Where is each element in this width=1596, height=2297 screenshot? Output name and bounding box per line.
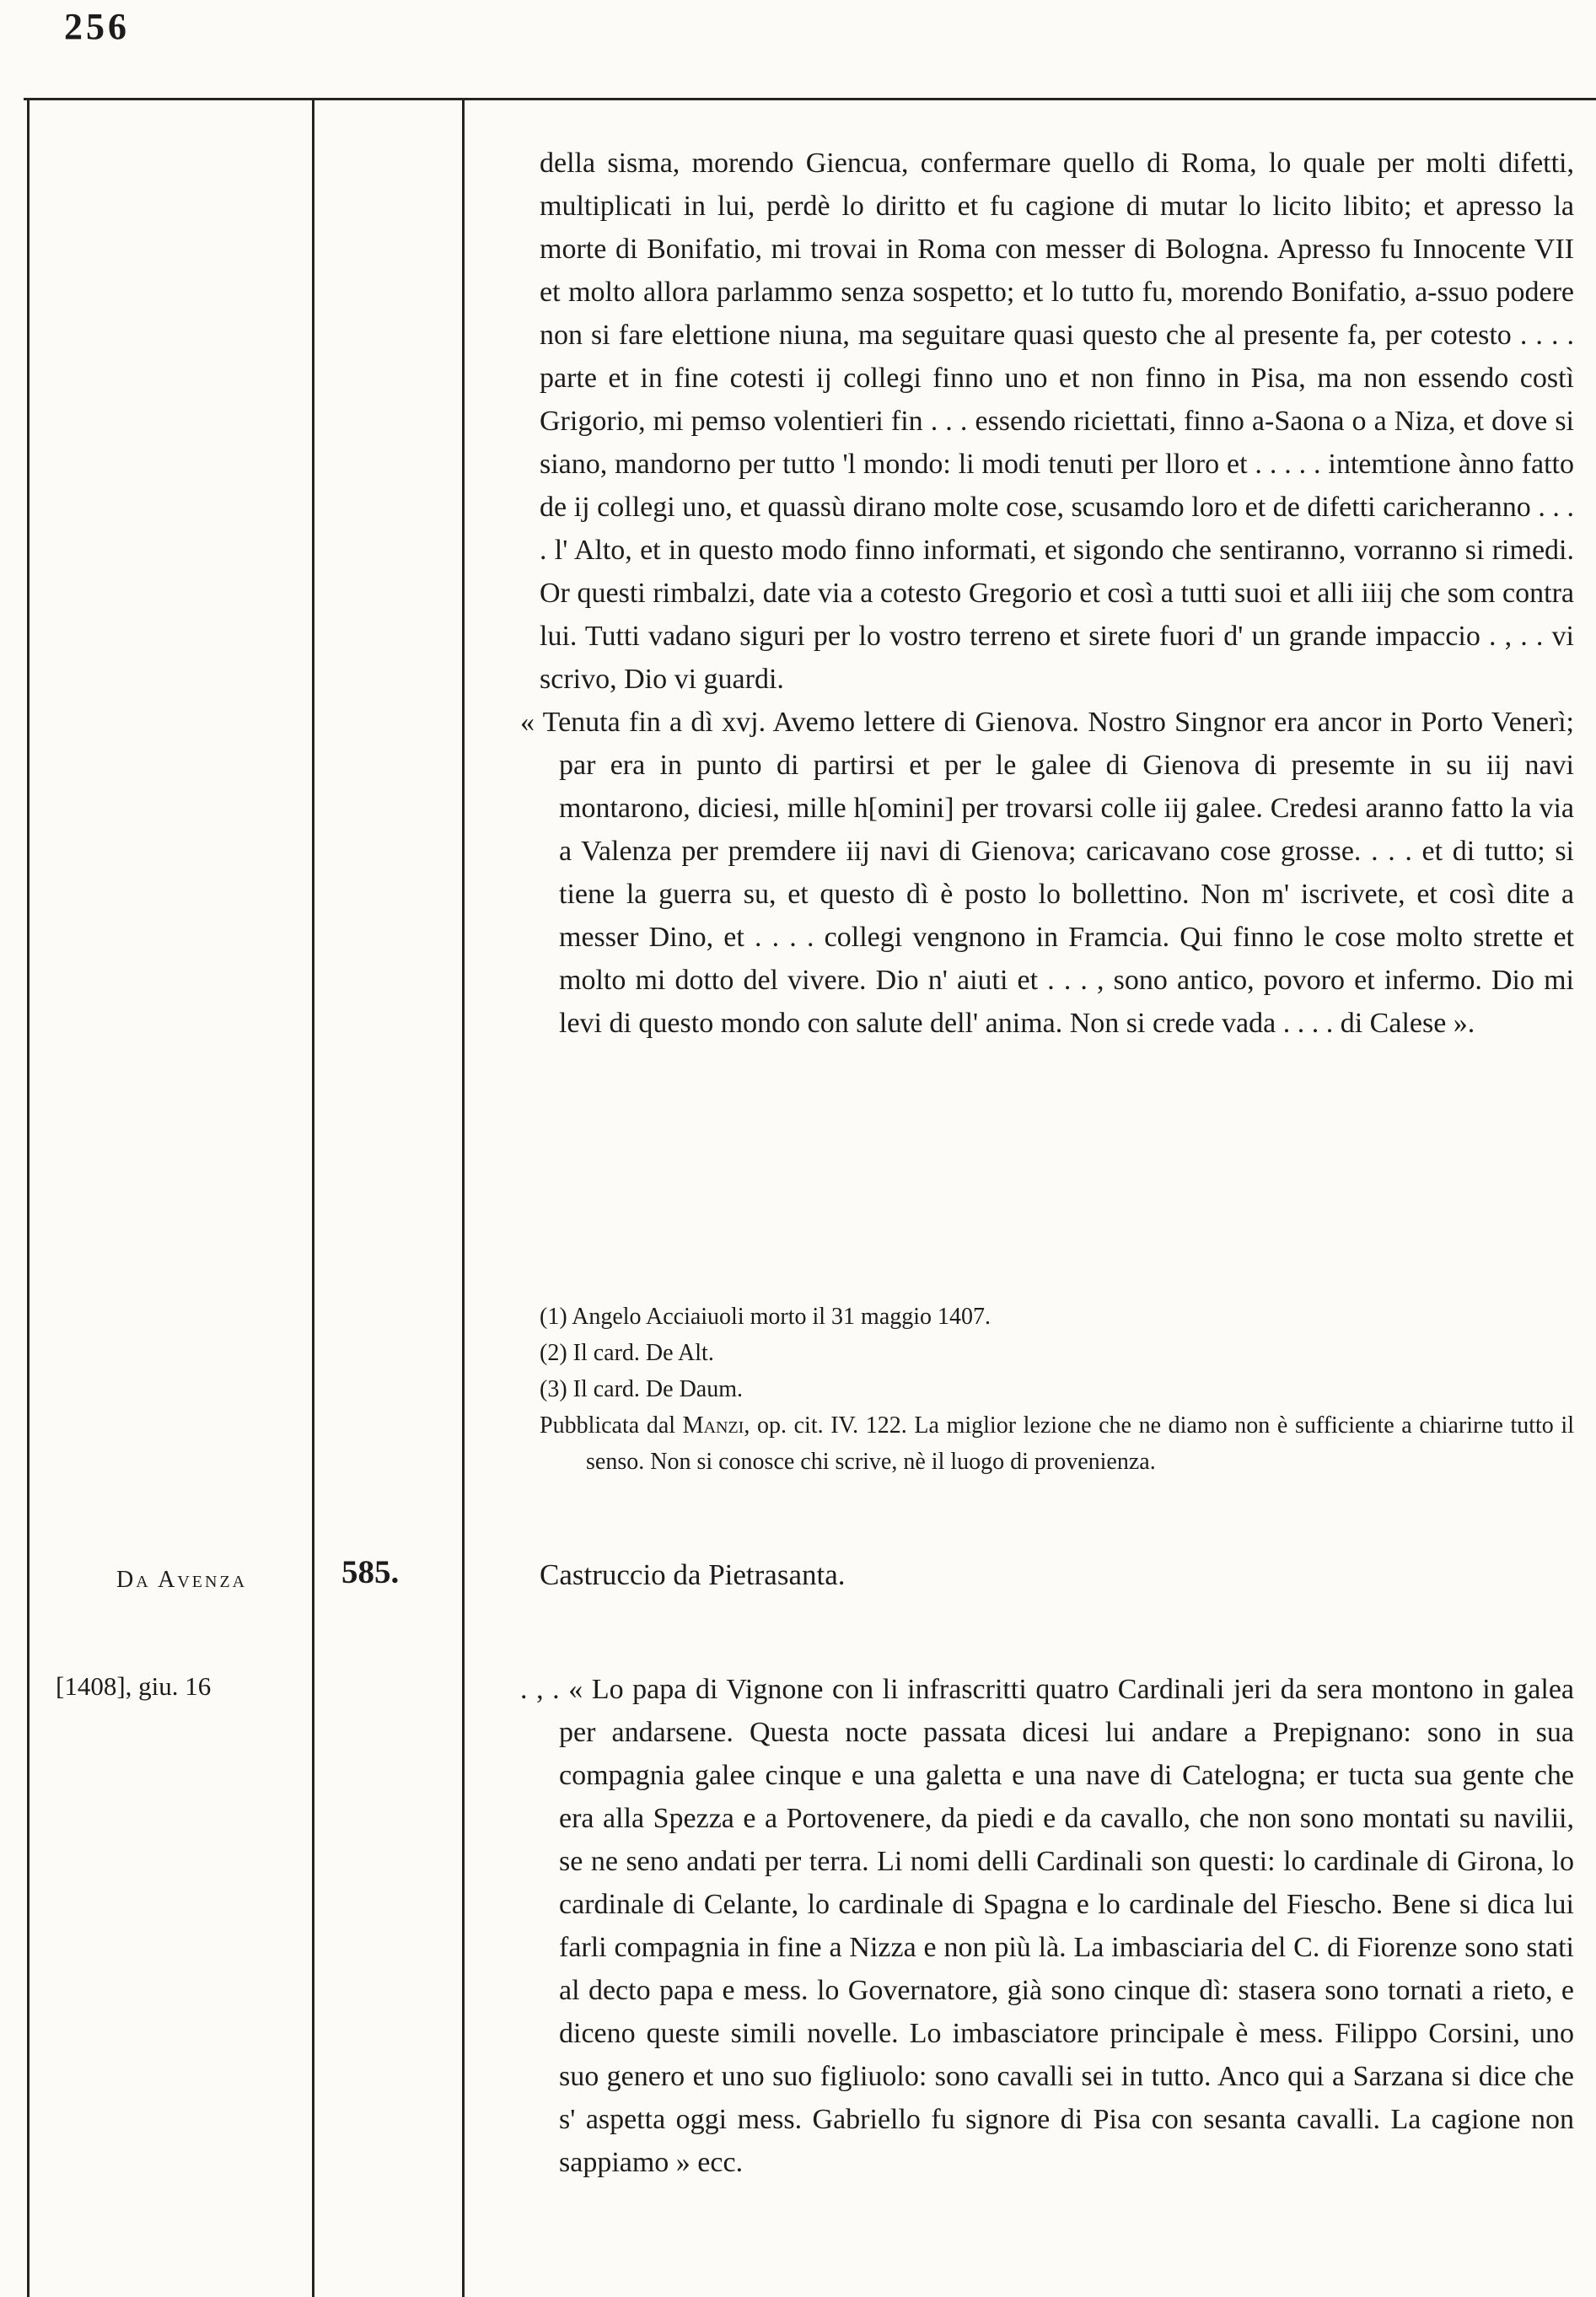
footnote-2: (2) Il card. De Alt. [540,1340,714,1366]
page-number: 256 [64,6,130,47]
entry-date: [1408], giu. 16 [56,1671,212,1701]
left-margin-rule [27,98,30,2297]
footnote-3: (3) Il card. De Daum. [540,1376,744,1402]
top-rule [24,98,1596,100]
footnotes-block [540,1299,1574,1480]
entry-title: Castruccio da Pietrasanta. [540,1558,846,1591]
entry-letter-paragraph: . , . « Lo papa di Vignone con li infrascritti quatro Cardinali jeri da sera montono in galea per andarsene. Questa nocte passata dicesi lui andare a Prepignano: sono in sua compagnia galee cinque e una galetta e una nave di Catelogna; er tucta sua gente che era alla Spezza e a Portovenere, da piedi e da cavallo, che non sono montati su navilii, se ne seno andati per terra. Li nomi delli Cardinali son questi: lo cardinale di Girona, lo cardinale di Celante, lo cardinale di Spagna e lo cardinale del Fiescho. Bene si dica lui farli compagnia in fine a Nizza e non più là. La imbasciaria del C. di Fiorenze sono stati al decto papa e mess. lo Governatore, già sono cinque dì: stasera sono tornati a rieto, e diceno queste simili novelle. Lo imbasciatore principale è mess. Filippo Corsini, uno suo genero et uno suo figliuolo: sono cavalli sei in tutto. Anco qui a Sarzana si dice che s' aspetta oggi mess. Gabriello fu signore di Pisa con sesanta cavalli. La cagione non sappiamo » ecc. [520,1674,1574,2178]
publication-note [540,1407,1574,1480]
letter-body-paragraph: della sisma, morendo Giencua, confermare quello di Roma, lo quale per molti difetti, multiplicati in lui, perdè lo diritto et fu cagione di mutar lo licito libito; et apresso la morte di Bonifatio, mi trovai in Roma con messer di Bologna. Apresso fu Innocente VII et molto allora parlammo senza sospetto; et lo tutto fu, morendo Bonifatio, a-ssuo podere non si fare elettione niuna, ma seguitare quasi questo che al presente fa, per cotesto . . . . parte et in fine cotesti ij collegi finno uno et non finno in Pisa, ma non essendo costì Grigorio, mi pemso volentieri fin . . . essendo riciettati, finno a-Saona o a Niza, et dove si siano, mandorno per tutto 'l mondo: li modi tenuti per lloro et . . . . . intemtione ànno fatto de ij collegi uno, et quassù dirano molte cose, scusamdo loro et de difetti caricheranno . . . . l' Alto, et in questo modo finno informati, et sigondo che sentiranno, vorranno si rimedi. Or questi rimbalzi, date via a cotesto Gregorio et così a tutti suoi et alli iiij che som contra lui. Tutti vadano siguri per lo vostro terreno et sirete fuori d' un grande impaccio . , . . vi scrivo, Dio vi guardi. [540,148,1574,695]
publication-source-name: Manzi [682,1412,744,1439]
publication-note-rest: , op. cit. IV. 122. La miglior lezione che ne diamo non è sufficiente a chiarirne tutto il senso. Non si conosce chi scrive, nè il luogo di provenienza. [586,1412,1574,1475]
number-column-rule [462,98,465,2297]
provenance-column-rule [312,98,314,2297]
main-text-column [520,142,1574,1045]
letter-postscript-paragraph: « Tenuta fin a dì xvj. Avemo lettere di Gienova. Nostro Singnor era ancor in Porto Venerì; par era in punto di partirsi et per le galee di Gienova di presemte in su iij navi montarono, diciesi, mille h[omini] per trovarsi colle iij galee. Credesi aranno fatto la via a Valenza per premdere iij navi di Gienova; caricavano cose grosse. . . . et di tutto; si tiene la guerra su, et questo dì è posto lo bollettino. Non m' iscrivete, et così dite a messer Dino, et . . . . collegi vengnono in Framcia. Qui finno le cose molto strette et molto mi dotto del vivere. Dio n' aiuti et . . . , sono antico, povoro et infermo. Dio mi levi di questo mondo con salute dell' anima. Non si crede vada . . . . di Calese ». [520,707,1574,1039]
entry-number: 585. [341,1554,400,1590]
footnote-1: (1) Angelo Acciaiuoli morto il 31 maggio 1407. [540,1304,991,1330]
entry-provenance: Da Avenza [116,1567,248,1593]
publication-note-prefix: Pubblicata dal [540,1412,683,1439]
